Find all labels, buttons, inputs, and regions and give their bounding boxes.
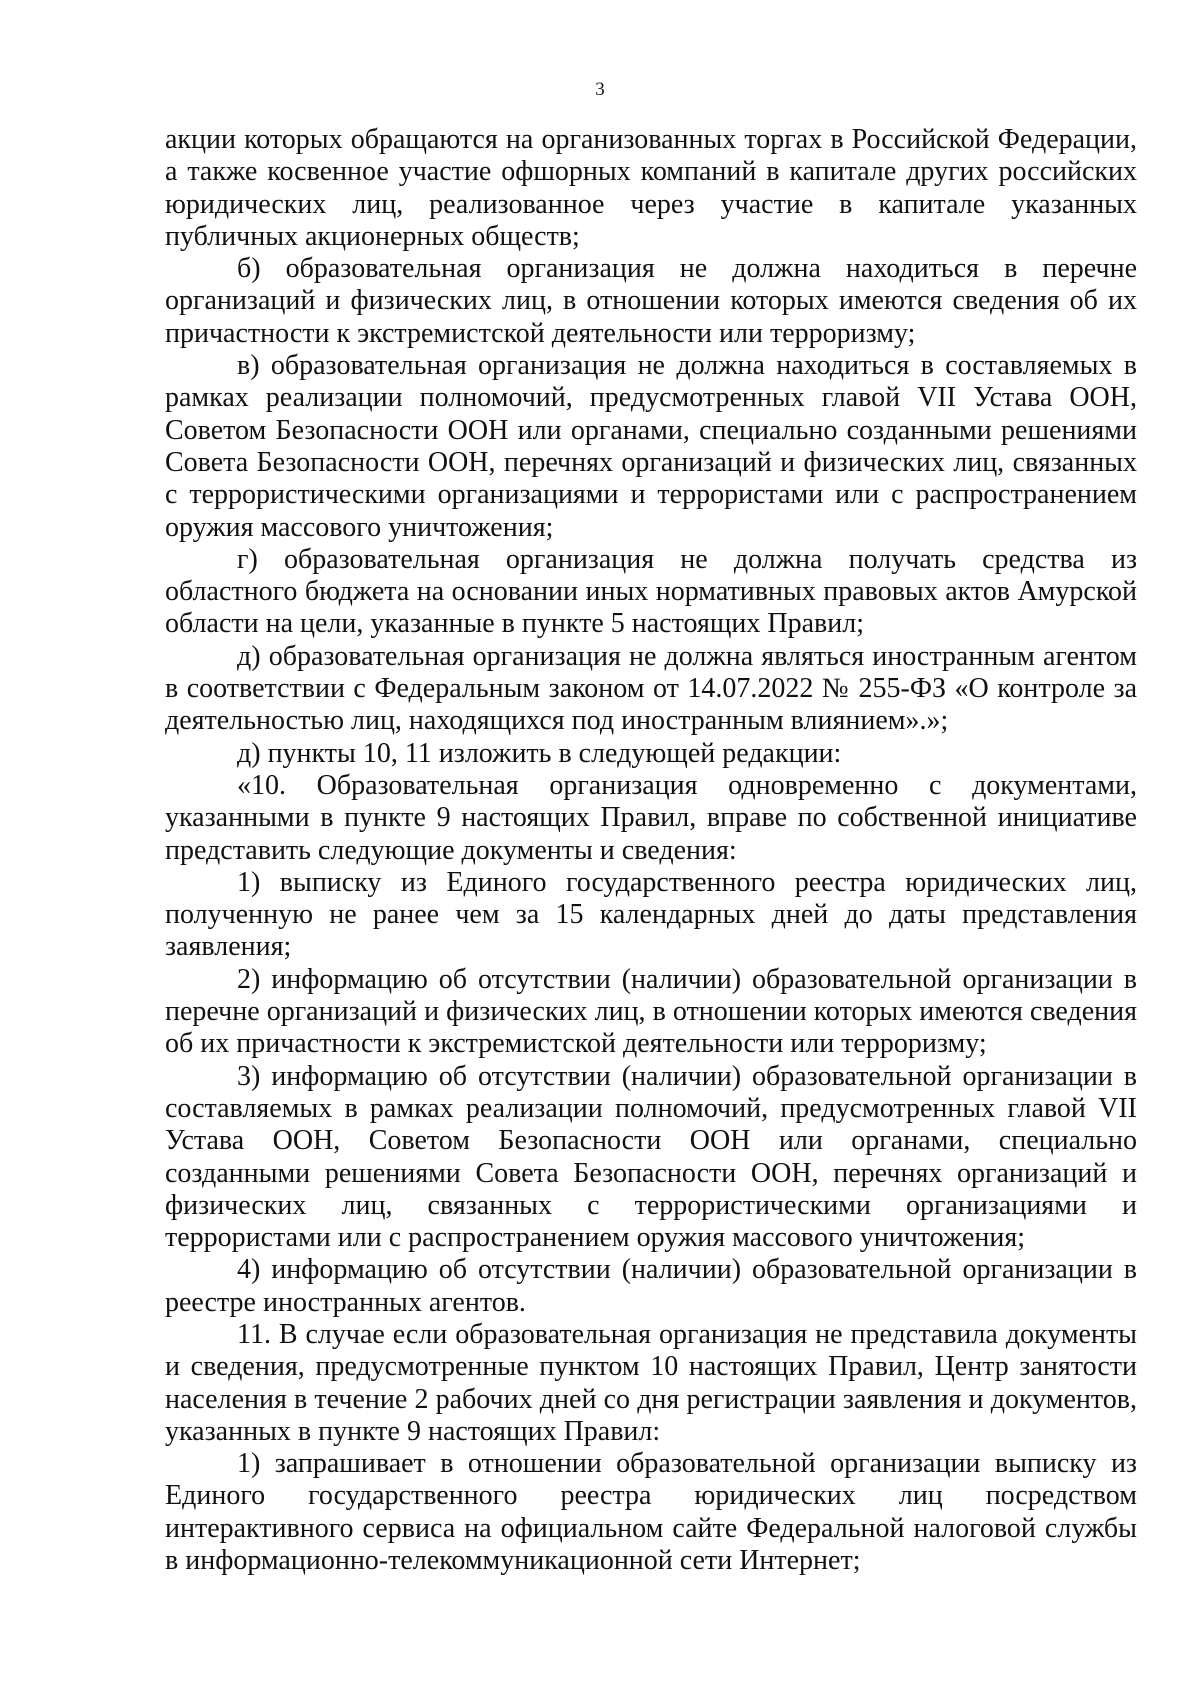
paragraph-item-b: б) образовательная организация не должна находиться в перечне организаций и физических лиц, в отношении которых имеются сведения об их причастности к экстремистской деятельности или терроризму; [165,253,1137,349]
paragraph-point-10-item-1: 1) выписку из Единого государственного реестра юридических лиц, полученную не ранее чем за 15 календарных дней до даты представления заявления; [165,866,1137,963]
paragraph-point-11-item-1: 1) запрашивает в отношении образовательной организации выписку из Единого государственного реестра юридических лиц посредством интерактивного сервиса на официальном сайте Федеральной налоговой службы в информационно-телекоммуникационной сети Интернет; [165,1448,1137,1577]
document-body [165,124,1137,1577]
paragraph-point-10-item-4: 4) информацию об отсутствии (наличии) образовательной организации в реестре иностранных агентов. [165,1254,1137,1318]
page-number: 3 [595,79,605,100]
paragraph-point-10: «10. Образовательная организация одновременно с документами, указанными в пункте 9 настоящих Правил, вправе по собственной инициативе представить следующие документы и сведения: [165,769,1137,866]
paragraph-point-11: 11. В случае если образовательная организация не представила документы и сведения, предусмотренные пунктом 10 настоящих Правил, Центр занятости населения в течение 2 рабочих дней со дня регистрации заявления и документов, указанных в пункте 9 настоящих Правил: [165,1318,1137,1447]
paragraph-amendment-d: д) пункты 10, 11 изложить в следующей редакции: [237,737,842,769]
paragraph-point-10-item-2: 2) информацию об отсутствии (наличии) образовательной организации в перечне организаций и физических лиц, в отношении которых имеются сведения об их причастности к экстремистской деятельности или терроризму; [165,963,1137,1060]
paragraph-point-10-item-3: 3) информацию об отсутствии (наличии) образовательной организации в составляемых в рамках реализации полномочий, предусмотренных главой VII Устава ООН, Советом Безопасности ООН или органами, специально созданными решениями Совета Безопасности ООН, перечнях организаций и физических лиц, связанных с террористическими организациями и террористами или с распространением оружия массового уничтожения; [165,1060,1137,1254]
paragraph-item-g: г) образовательная организация не должна получать средства из областного бюджета на основании иных нормативных правовых актов Амурской области на цели, указанные в пункте 5 настоящих Правил; [165,543,1137,640]
paragraph-item-d: д) образовательная организация не должна являться иностранным агентом в соответствии с Федеральным законом от 14.07.2022 № 255-ФЗ «О контроле за деятельностью лиц, находящихся под иностранным влиянием».»; [165,640,1137,737]
paragraph-item-v: в) образовательная организация не должна находиться в составляемых в рамках реализации полномочий, предусмотренных главой VII Устава ООН, Советом Безопасности ООН или органами, специально созданными решениями Совета Безопасности ООН, перечнях организаций и физических лиц, связанных с террористическими организациями и террористами или с распространением оружия массового уничтожения; [165,350,1137,543]
paragraph-continuation: акции которых обращаются на организованных торгах в Российской Федерации, а также косвенное участие офшорных компаний в капитале других российских юридических лиц, реализованное через участие в капитале указанных публичных акционерных обществ; [165,124,1137,252]
